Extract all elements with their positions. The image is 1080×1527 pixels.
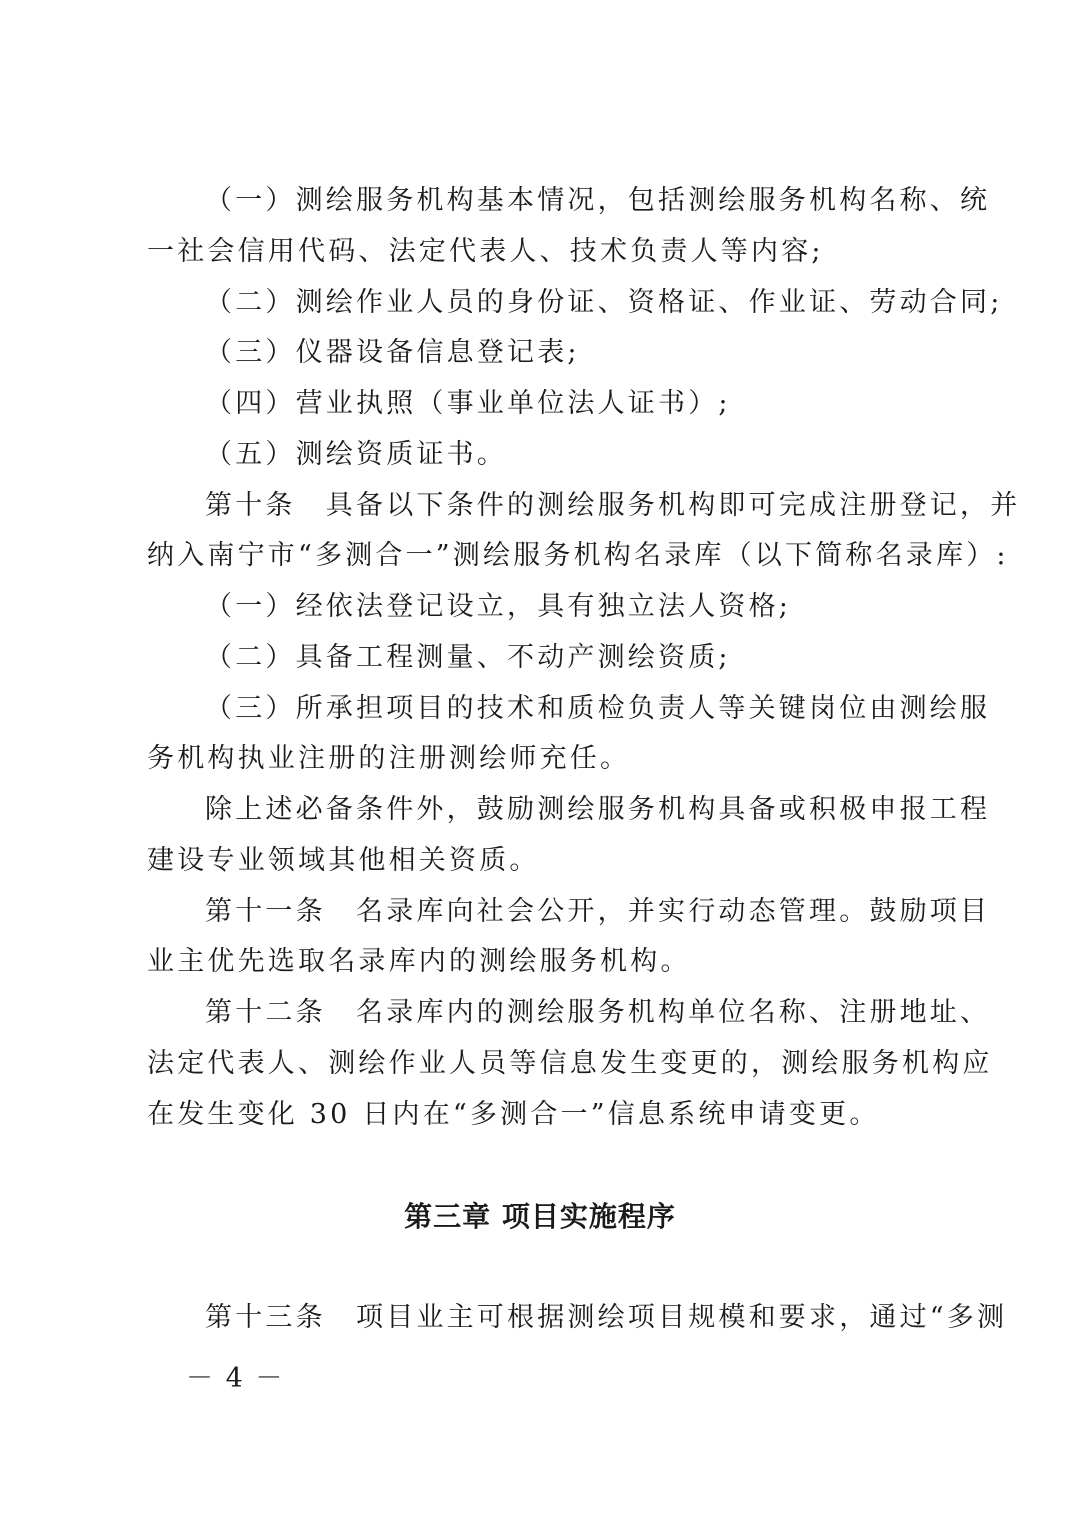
paragraph-line: 业主优先选取名录库内的测绘服务机构。 <box>147 946 691 977</box>
paragraph-line: 第十二条 名录库内的测绘服务机构单位名称、注册地址、 <box>205 997 991 1028</box>
paragraph-line: 第十一条 名录库向社会公开，并实行动态管理。鼓励项目 <box>205 896 991 927</box>
paragraph-line: 一社会信用代码、法定代表人、技术负责人等内容; <box>147 236 824 267</box>
paragraph-line: （二）具备工程测量、不动产测绘资质; <box>205 642 731 673</box>
paragraph-line: 第十三条 项目业主可根据测绘项目规模和要求，通过“多测 <box>205 1302 1008 1333</box>
paragraph-line: 务机构执业注册的注册测绘师充任。 <box>147 743 631 774</box>
paragraph-line: 第十条 具备以下条件的测绘服务机构即可完成注册登记，并 <box>205 490 1021 521</box>
paragraph-line: 纳入南宁市“多测合一”测绘服务机构名录库（以下简称名录库）: <box>147 540 1009 571</box>
paragraph-line: （三）仪器设备信息登记表; <box>205 337 580 368</box>
paragraph-line: （一）测绘服务机构基本情况，包括测绘服务机构名称、统 <box>205 185 991 216</box>
paragraph-line: （一）经依法登记设立，具有独立法人资格; <box>205 591 792 622</box>
paragraph-line: （五）测绘资质证书。 <box>205 439 507 470</box>
paragraph-line: （三）所承担项目的技术和质检负责人等关键岗位由测绘服 <box>205 693 991 724</box>
paragraph-line: （四）营业执照（事业单位法人证书）; <box>205 388 731 419</box>
paragraph-line: 在发生变化 30 日内在“多测合一”信息系统申请变更。 <box>147 1099 880 1130</box>
paragraph-line: 法定代表人、测绘作业人员等信息发生变更的，测绘服务机构应 <box>147 1048 993 1079</box>
chapter-heading: 第三章 项目实施程序 <box>404 1200 676 1233</box>
page-number: － 4 － <box>186 1363 285 1394</box>
paragraph-line: 除上述必备条件外，鼓励测绘服务机构具备或积极申报工程 <box>205 794 991 825</box>
paragraph-line: （二）测绘作业人员的身份证、资格证、作业证、劳动合同; <box>205 287 1003 318</box>
paragraph-line: 建设专业领域其他相关资质。 <box>147 845 540 876</box>
